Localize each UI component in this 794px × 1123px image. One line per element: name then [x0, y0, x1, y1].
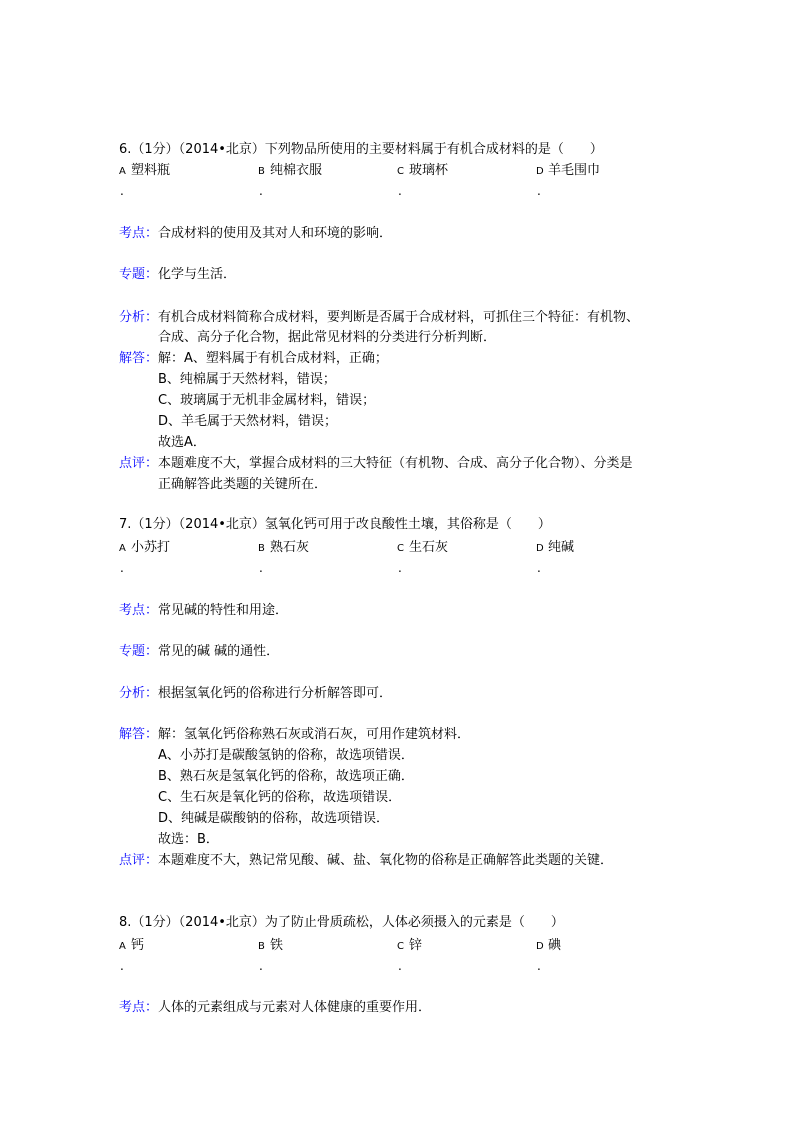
option-text: 纯碱 — [548, 540, 575, 555]
option-letter: B — [258, 166, 265, 177]
fenxi-label: 分析： — [119, 310, 159, 325]
option-letter: A — [119, 166, 126, 177]
question-6-zhuanti — [119, 267, 236, 283]
zhuanti-label: 专题： — [119, 644, 159, 659]
option-letter: B — [258, 941, 265, 952]
jieda-line: 解：A、塑料属于有机合成材料，正确； — [158, 351, 388, 366]
option-letter: C — [397, 941, 404, 952]
option-letter: A — [119, 941, 126, 952]
dianping-line: 正确解答此类题的关键所在． — [158, 477, 328, 492]
question-8-kaodian — [119, 1000, 431, 1016]
question-7-option-b — [258, 540, 309, 557]
option-letter: D — [536, 166, 544, 177]
option-text: 纯棉衣服 — [270, 163, 323, 178]
question-7-option-a — [119, 540, 170, 557]
fenxi-line: 有机合成材料简称合成材料，要判断是否属于合成材料，可抓住三个特征：有机物、 — [158, 310, 640, 325]
dianping-line: 本题难度不大，掌握合成材料的三大特征（有机物、合成、高分子化合物）、分类是 — [158, 456, 633, 471]
option-text: 小苏打 — [131, 540, 171, 555]
option-dot: . — [259, 184, 263, 198]
kaodian-text: 常见碱的特性和用途． — [158, 603, 289, 618]
option-letter: A — [119, 543, 126, 554]
option-dot: . — [537, 959, 541, 973]
zhuanti-text: 常见的碱 碱的通性． — [158, 644, 280, 659]
question-8-option-b — [258, 938, 283, 955]
option-text: 锌 — [409, 938, 423, 953]
option-text: 铁 — [270, 938, 284, 953]
kaodian-text: 人体的元素组成与元素对人体健康的重要作用． — [158, 1000, 432, 1015]
jieda-line: 解：氢氧化钙俗称熟石灰或消石灰，可用作建筑材料． — [158, 727, 471, 742]
option-dot: . — [537, 184, 541, 198]
jieda-line: 故选：B． — [158, 832, 219, 847]
question-6-option-d — [536, 163, 600, 180]
question-6-option-b — [258, 163, 322, 180]
option-text: 羊毛围巾 — [548, 163, 601, 178]
fenxi-line: 合成、高分子化合物，据此常见材料的分类进行分析判断． — [158, 330, 497, 345]
dianping-label: 点评： — [119, 853, 159, 868]
question-8-stem: 8.（1分）（2014•北京）为了防止骨质疏松，人体必须摄入的元素是（ ） — [119, 915, 564, 930]
question-7-option-c — [397, 540, 448, 557]
question-6-option-c — [397, 163, 448, 180]
question-7-dianping — [119, 853, 613, 869]
option-letter: D — [536, 543, 544, 554]
question-6-fenxi — [119, 310, 639, 326]
option-dot: . — [259, 959, 263, 973]
question-7-stem: 7.（1分）（2014•北京）氢氧化钙可用于改良酸性土壤，其俗称是（ ） — [119, 517, 551, 532]
question-8-option-c — [397, 938, 422, 955]
option-dot: . — [120, 959, 124, 973]
option-text: 钙 — [131, 938, 145, 953]
jieda-line: D、纯碱是碳酸钠的俗称，故选项错误． — [158, 811, 390, 826]
jieda-label: 解答： — [119, 727, 159, 742]
question-7-option-d — [536, 540, 574, 557]
jieda-line: A、小苏打是碳酸氢钠的俗称，故选项错误． — [158, 748, 414, 763]
jieda-line: D、羊毛属于天然材料，错误； — [158, 414, 338, 429]
kaodian-label: 考点： — [119, 603, 159, 618]
zhuanti-label: 专题： — [119, 267, 159, 282]
option-text: 塑料瓶 — [131, 163, 171, 178]
fenxi-label: 分析： — [119, 686, 159, 701]
question-6-stem: 6.（1分）（2014•北京）下列物品所使用的主要材料属于有机合成材料的是（ ） — [119, 142, 603, 157]
option-letter: C — [397, 543, 404, 554]
option-dot: . — [398, 959, 402, 973]
jieda-line: B、熟石灰是氢氧化钙的俗称，故选项正确． — [158, 769, 414, 784]
question-6-kaodian — [119, 226, 392, 242]
option-letter: B — [258, 543, 265, 554]
question-7-jieda — [119, 727, 470, 743]
option-letter: C — [397, 166, 404, 177]
jieda-line: C、玻璃属于无机非金属材料，错误； — [158, 393, 376, 408]
option-text: 生石灰 — [409, 540, 449, 555]
option-dot: . — [120, 561, 124, 575]
option-text: 熟石灰 — [270, 540, 310, 555]
question-7-zhuanti — [119, 644, 279, 660]
question-7-fenxi — [119, 686, 392, 702]
jieda-line: B、纯棉属于天然材料，错误； — [158, 372, 336, 387]
zhuanti-text: 化学与生活． — [158, 267, 237, 282]
dianping-label: 点评： — [119, 456, 159, 471]
option-text: 玻璃杯 — [409, 163, 449, 178]
option-dot: . — [398, 184, 402, 198]
question-6-dianping — [119, 456, 633, 472]
jieda-line: 故选A． — [158, 435, 206, 450]
option-dot: . — [537, 561, 541, 575]
fenxi-line: 根据氢氧化钙的俗称进行分析解答即可． — [158, 686, 393, 701]
question-6-option-a — [119, 163, 170, 180]
question-6-jieda — [119, 351, 388, 367]
option-text: 碘 — [548, 938, 562, 953]
question-8-option-a — [119, 938, 144, 955]
dianping-line: 本题难度不大，熟记常见酸、碱、盐、氧化物的俗称是正确解答此类题的关键． — [158, 853, 614, 868]
question-8-option-d — [536, 938, 561, 955]
kaodian-label: 考点： — [119, 1000, 159, 1015]
jieda-line: C、生石灰是氧化钙的俗称，故选项错误． — [158, 790, 402, 805]
kaodian-label: 考点： — [119, 226, 159, 241]
option-dot: . — [398, 561, 402, 575]
option-dot: . — [120, 184, 124, 198]
option-letter: D — [536, 941, 544, 952]
jieda-label: 解答： — [119, 351, 159, 366]
question-7-kaodian — [119, 603, 288, 619]
option-dot: . — [259, 561, 263, 575]
kaodian-text: 合成材料的使用及其对人和环境的影响． — [158, 226, 393, 241]
